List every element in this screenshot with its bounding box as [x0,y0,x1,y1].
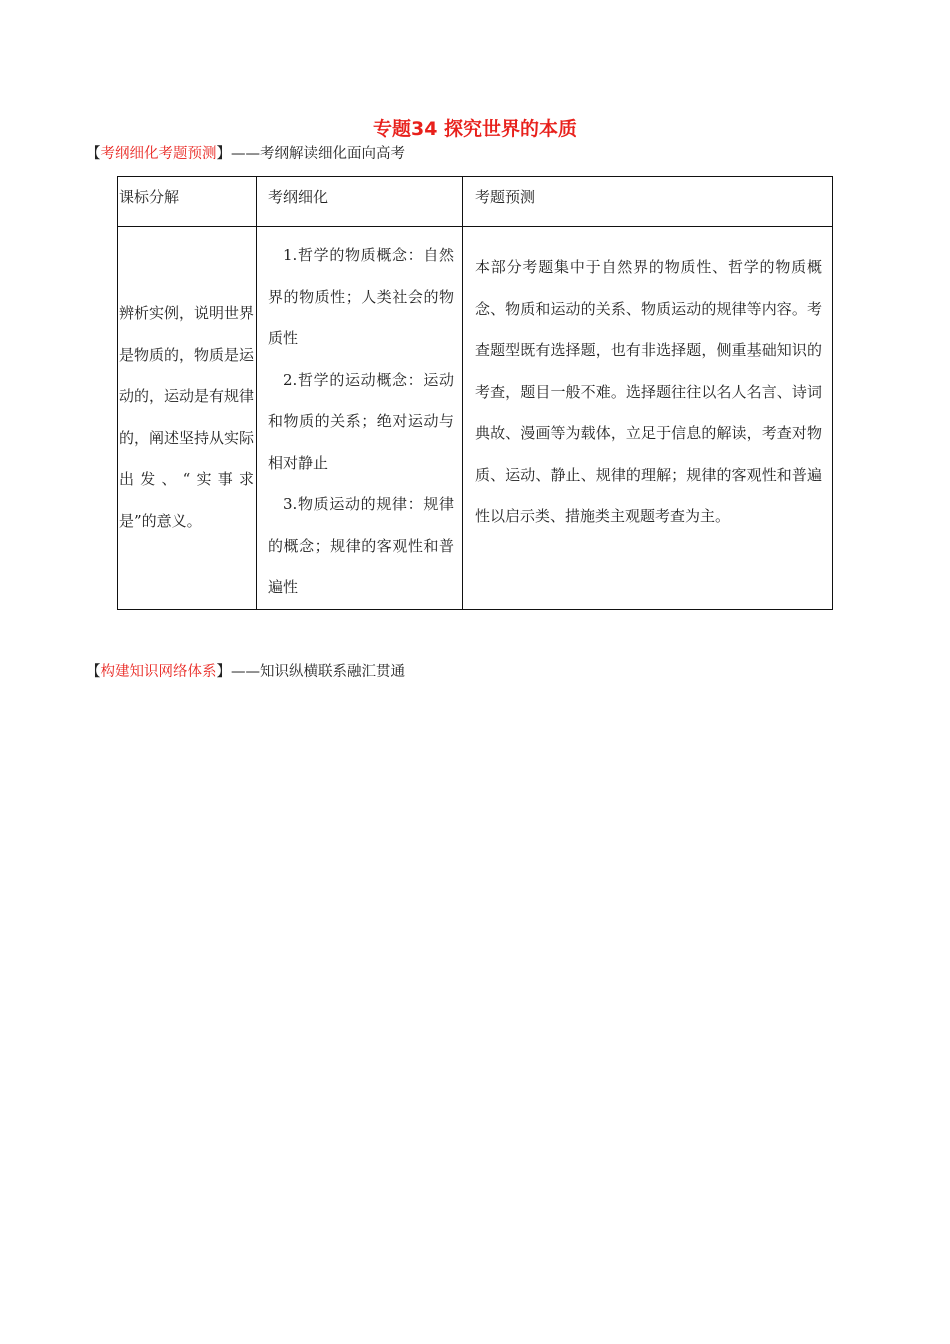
table-header-row [118,177,833,227]
section-heading-knowledge [86,660,405,681]
header-syllabus: 考纲细化 [257,177,463,227]
bracket-close: 】 [216,146,231,162]
page-title: 专题34 探究世界的本质 [372,118,578,140]
syllabus-item: 3.物质运动的规律：规律的概念；规律的客观性和普遍性 [268,495,454,596]
standard-text: 辨析实例，说明世界是物质的，物质是运动的，运动是有规律的，阐述坚持从实际出发、“实事求是”的意义。 [119,304,255,530]
cell-standard [118,227,257,610]
bracket-open: 【 [86,146,101,162]
cell-prediction [463,227,833,610]
prediction-text: 本部分考题集中于自然界的物质性、哲学的物质概念、物质和运动的关系、物质运动的规律等内容。考查题型既有选择题，也有非选择题，侧重基础知识的考查，题目一般不难。选择题往往以名人名言、诗词典故、漫画等为载体，立足于信息的解读，考查对物质、运动、静止、规律的理解；规律的客观性和普遍性以启示类、措施类主观题考查为主。 [475,258,822,525]
table-row [118,227,833,610]
section-subtitle: ——考纲解读细化面向高考 [231,146,405,162]
section-label: 考纲细化考题预测 [100,146,217,162]
bracket-open: 【 [86,664,101,680]
section-subtitle: ——知识纵横联系融汇贯通 [231,664,405,680]
section-heading-syllabus [86,142,405,163]
syllabus-item: 2.哲学的运动概念：运动和物质的关系；绝对运动与相对静止 [268,370,454,472]
syllabus-table [117,176,833,610]
cell-syllabus [257,227,463,610]
syllabus-item: 1.哲学的物质概念：自然界的物质性；人类社会的物质性 [268,246,454,347]
bracket-close: 】 [216,664,231,680]
header-standard: 课标分解 [118,177,257,227]
header-prediction: 考题预测 [463,177,833,227]
section-label: 构建知识网络体系 [100,664,217,680]
